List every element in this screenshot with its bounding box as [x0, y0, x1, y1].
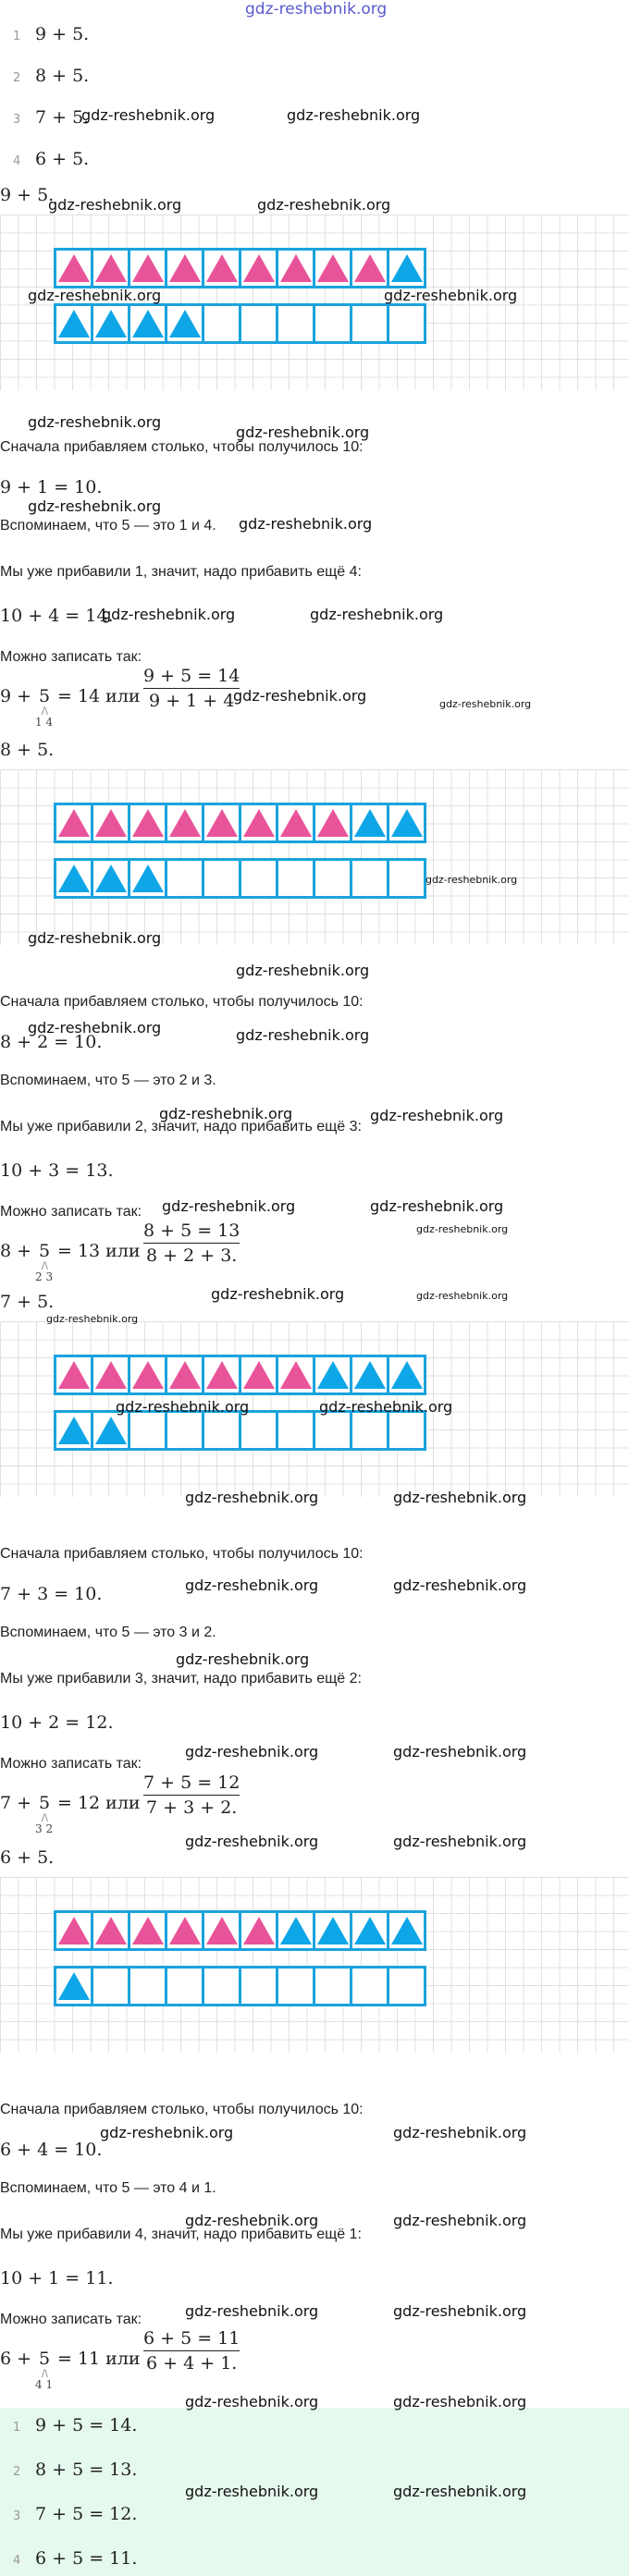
- pink-triangle-icon: [206, 809, 238, 837]
- equation: 8 + 2 = 10.: [0, 1032, 103, 1052]
- frame-cell: [352, 306, 389, 341]
- blue-triangle-icon: [354, 1917, 386, 1944]
- equation: 10 + 4 = 14.: [0, 606, 114, 626]
- frame-cell: [204, 805, 241, 840]
- watermark-text: gdz-reshebnik.org: [211, 1285, 345, 1303]
- explanation-text: Сначала прибавляем столько, чтобы получилось 10:: [0, 1546, 364, 1562]
- equation: 9 + 1 = 10.: [0, 477, 103, 497]
- frame-cell: [167, 1413, 204, 1448]
- pink-triangle-icon: [206, 1917, 238, 1944]
- task-number: 1: [13, 30, 21, 43]
- split-mark-icon: /\: [42, 1813, 48, 1823]
- frame-cell: [352, 1969, 389, 2004]
- frame-cell: [204, 1969, 241, 2004]
- frame-cell: [278, 1357, 315, 1392]
- frame-cell: [56, 1913, 93, 1948]
- explanation-text: Можно записать так:: [0, 2312, 142, 2327]
- explanation-text: Мы уже прибавили 2, значит, надо прибавить ещё 3:: [0, 1119, 362, 1135]
- solution-heading: 6 + 5.: [0, 1847, 55, 1868]
- split-parts: 1 4: [35, 716, 54, 729]
- frame-cell: [315, 1357, 352, 1392]
- frame-cell: [93, 1413, 130, 1448]
- task-number: 3: [13, 113, 21, 127]
- blue-triangle-icon: [354, 1361, 386, 1389]
- blue-triangle-icon: [58, 1417, 90, 1444]
- blue-triangle-icon: [132, 865, 164, 892]
- pink-triangle-icon: [95, 1361, 127, 1389]
- fraction-bottom: 9 + 1 + 4: [149, 691, 235, 711]
- pink-triangle-icon: [132, 809, 164, 837]
- frame-cell: [167, 251, 204, 286]
- frame-cell: [389, 251, 424, 286]
- frame-cell: [389, 861, 424, 896]
- frame-cell: [56, 251, 93, 286]
- watermark-text: gdz-reshebnik.org: [236, 1026, 370, 1044]
- grid-background: [0, 769, 629, 945]
- ten-frame-row: [54, 303, 426, 344]
- grid-background: [0, 1321, 629, 1497]
- frame-cell: [93, 1913, 130, 1948]
- decomposition-left: 6 +: [0, 2349, 32, 2369]
- decomposition-result: = 11 или: [57, 2349, 141, 2369]
- blue-triangle-icon: [391, 1917, 423, 1944]
- watermark-text: gdz-reshebnik.org: [319, 1398, 453, 1416]
- task-expression: 7 + 5.: [35, 107, 90, 128]
- frame-cell: [352, 805, 389, 840]
- watermark-text: gdz-reshebnik.org: [176, 1650, 310, 1668]
- frame-cell: [389, 805, 424, 840]
- blue-triangle-icon: [95, 310, 127, 337]
- pink-triangle-icon: [169, 254, 201, 282]
- frame-cell: [93, 306, 130, 341]
- ten-frame-row: [54, 1966, 426, 2006]
- solution-heading: 9 + 5.: [0, 185, 55, 205]
- explanation-text: Можно записать так:: [0, 1204, 142, 1220]
- frame-cell: [315, 1413, 352, 1448]
- watermark-text: gdz-reshebnik.org: [185, 2393, 319, 2410]
- fraction-bottom: 7 + 3 + 2.: [146, 1797, 238, 1818]
- split-parts: 4 1: [35, 2378, 54, 2391]
- pink-triangle-icon: [169, 1361, 201, 1389]
- task-number: 2: [13, 71, 21, 85]
- answer-expression: 9 + 5 = 14.: [35, 2415, 138, 2435]
- frame-cell: [93, 1969, 130, 2004]
- pink-triangle-icon: [243, 809, 275, 837]
- pink-triangle-icon: [132, 1917, 164, 1944]
- fraction-bar: [143, 1243, 240, 1244]
- pink-triangle-icon: [95, 809, 127, 837]
- frame-cell: [130, 1969, 167, 2004]
- watermark-text: gdz-reshebnik.org: [393, 2124, 527, 2141]
- explanation-text: Сначала прибавляем столько, чтобы получилось 10:: [0, 439, 364, 455]
- explanation-text: Сначала прибавляем столько, чтобы получилось 10:: [0, 2102, 364, 2117]
- explanation-text: Мы уже прибавили 4, значит, надо прибавить ещё 1:: [0, 2226, 362, 2242]
- frame-cell: [56, 306, 93, 341]
- frame-cell: [278, 251, 315, 286]
- frame-cell: [241, 1413, 278, 1448]
- watermark-text: gdz-reshebnik.org: [393, 2212, 527, 2229]
- frame-cell: [278, 1913, 315, 1948]
- answer-number: 4: [13, 2554, 21, 2568]
- frame-cell: [130, 805, 167, 840]
- frame-cell: [93, 1357, 130, 1392]
- decomposition-result: = 14 или: [57, 686, 141, 706]
- watermark-text: gdz-reshebnik.org: [162, 1197, 296, 1215]
- fraction-notation: [143, 666, 240, 711]
- frame-cell: [278, 861, 315, 896]
- blue-triangle-icon: [169, 310, 201, 337]
- watermark-text: gdz-reshebnik.org: [393, 2483, 527, 2500]
- watermark-text: gdz-reshebnik.org: [46, 1313, 139, 1325]
- pink-triangle-icon: [280, 809, 312, 837]
- watermark-text: gdz-reshebnik.org: [416, 1290, 509, 1302]
- grid-background: [0, 1877, 629, 2053]
- answer-number: 3: [13, 2509, 21, 2523]
- fraction-bottom: 8 + 2 + 3.: [146, 1245, 238, 1266]
- decomposition-result: = 13 или: [57, 1241, 141, 1261]
- watermark-text: gdz-reshebnik.org: [370, 1107, 504, 1124]
- watermark-text: gdz-reshebnik.org: [233, 687, 367, 705]
- frame-cell: [167, 306, 204, 341]
- watermark-text: gdz-reshebnik.org: [393, 2302, 527, 2320]
- frame-cell: [204, 1357, 241, 1392]
- frame-cell: [130, 1913, 167, 1948]
- watermark-text: gdz-reshebnik.org: [28, 413, 162, 431]
- frame-cell: [56, 1969, 93, 2004]
- frame-cell: [204, 306, 241, 341]
- watermark-text: gdz-reshebnik.org: [185, 2212, 319, 2229]
- decomposed-number: 5: [39, 2349, 51, 2369]
- frame-cell: [315, 1913, 352, 1948]
- watermark-text: gdz-reshebnik.org: [393, 1489, 527, 1506]
- ten-frame-row: [54, 1410, 426, 1451]
- task-expression: 9 + 5.: [35, 24, 90, 44]
- pink-triangle-icon: [58, 1917, 90, 1944]
- frame-cell: [93, 805, 130, 840]
- pink-triangle-icon: [95, 1917, 127, 1944]
- pink-triangle-icon: [280, 254, 312, 282]
- frame-cell: [204, 251, 241, 286]
- ten-frame-row: [54, 1910, 426, 1951]
- fraction-bottom: 6 + 4 + 1.: [146, 2353, 238, 2374]
- frame-cell: [167, 861, 204, 896]
- watermark-text: gdz-reshebnik.org: [287, 106, 421, 124]
- frame-cell: [278, 306, 315, 341]
- solution-heading: 7 + 5.: [0, 1292, 55, 1312]
- watermark-text: gdz-reshebnik.org: [100, 2124, 234, 2141]
- watermark-text: gdz-reshebnik.org: [257, 196, 391, 214]
- frame-cell: [352, 1913, 389, 1948]
- equation: 10 + 1 = 11.: [0, 2268, 114, 2288]
- watermark-text: gdz-reshebnik.org: [393, 1833, 527, 1850]
- pink-triangle-icon: [169, 809, 201, 837]
- frame-cell: [278, 1969, 315, 2004]
- frame-cell: [56, 1413, 93, 1448]
- explanation-text: Вспоминаем, что 5 — это 4 и 1.: [0, 2180, 216, 2196]
- watermark-text: gdz-reshebnik.org: [28, 287, 162, 304]
- split-mark-icon: /\: [42, 706, 48, 717]
- equation: 10 + 3 = 13.: [0, 1160, 114, 1181]
- equation: 6 + 4 = 10.: [0, 2140, 103, 2160]
- solution-heading: 8 + 5.: [0, 740, 55, 760]
- decomposition-left: 8 +: [0, 1241, 32, 1261]
- frame-cell: [389, 306, 424, 341]
- explanation-text: Можно записать так:: [0, 1756, 142, 1772]
- watermark-text: gdz-reshebnik.org: [28, 1019, 162, 1037]
- watermark-text: gdz-reshebnik.org: [81, 106, 216, 124]
- task-number: 4: [13, 154, 21, 168]
- pink-triangle-icon: [317, 809, 349, 837]
- frame-cell: [241, 1913, 278, 1948]
- blue-triangle-icon: [132, 310, 164, 337]
- blue-triangle-icon: [391, 1361, 423, 1389]
- frame-cell: [315, 805, 352, 840]
- explanation-text: Вспоминаем, что 5 — это 3 и 2.: [0, 1625, 216, 1640]
- blue-triangle-icon: [391, 254, 423, 282]
- frame-cell: [56, 805, 93, 840]
- watermark-text: gdz-reshebnik.org: [239, 515, 373, 533]
- pink-triangle-icon: [58, 809, 90, 837]
- answer-number: 2: [13, 2465, 21, 2479]
- decomposition-left: 9 +: [0, 686, 32, 706]
- blue-triangle-icon: [317, 1361, 349, 1389]
- explanation-text: Вспоминаем, что 5 — это 1 и 4.: [0, 518, 216, 534]
- watermark-text: gdz-reshebnik.org: [426, 874, 518, 886]
- split-mark-icon: /\: [42, 2369, 48, 2379]
- frame-cell: [130, 861, 167, 896]
- explanation-text: Мы уже прибавили 1, значит, надо прибавить ещё 4:: [0, 564, 362, 580]
- watermark-text: gdz-reshebnik.org: [370, 1197, 504, 1215]
- decomposed-number: 5: [39, 686, 51, 706]
- frame-cell: [389, 1357, 424, 1392]
- watermark-text: gdz-reshebnik.org: [116, 1398, 250, 1416]
- frame-cell: [389, 1413, 424, 1448]
- answer-expression: 6 + 5 = 11.: [35, 2548, 138, 2569]
- explanation-text: Вспоминаем, что 5 — это 2 и 3.: [0, 1073, 216, 1088]
- frame-cell: [241, 1357, 278, 1392]
- watermark-text: gdz-reshebnik.org: [393, 1743, 527, 1760]
- frame-cell: [352, 861, 389, 896]
- frame-cell: [167, 1913, 204, 1948]
- frame-cell: [204, 861, 241, 896]
- pink-triangle-icon: [169, 1917, 201, 1944]
- fraction-bar: [143, 2350, 240, 2351]
- frame-cell: [315, 861, 352, 896]
- frame-cell: [167, 805, 204, 840]
- frame-cell: [352, 1413, 389, 1448]
- watermark-text: gdz-reshebnik.org: [185, 1743, 319, 1760]
- fraction-top: 8 + 5 = 13: [143, 1221, 240, 1241]
- ten-frame-row: [54, 1355, 426, 1395]
- blue-triangle-icon: [95, 1417, 127, 1444]
- explanation-text: Мы уже прибавили 3, значит, надо прибавить ещё 2:: [0, 1671, 362, 1687]
- ten-frame-row: [54, 248, 426, 288]
- blue-triangle-icon: [95, 865, 127, 892]
- watermark-text: gdz-reshebnik.org: [393, 1576, 527, 1594]
- pink-triangle-icon: [132, 1361, 164, 1389]
- frame-cell: [278, 805, 315, 840]
- frame-cell: [241, 861, 278, 896]
- frame-cell: [167, 1969, 204, 2004]
- pink-triangle-icon: [206, 254, 238, 282]
- frame-cell: [130, 306, 167, 341]
- frame-cell: [278, 1413, 315, 1448]
- watermark-text: gdz-reshebnik.org: [393, 2393, 527, 2410]
- watermark-text: gdz-reshebnik.org: [384, 287, 518, 304]
- frame-cell: [352, 251, 389, 286]
- watermark-text: gdz-reshebnik.org: [439, 698, 532, 710]
- frame-cell: [56, 861, 93, 896]
- fraction-top: 6 + 5 = 11: [143, 2328, 240, 2349]
- frame-cell: [241, 1969, 278, 2004]
- pink-triangle-icon: [243, 1917, 275, 1944]
- fraction-notation: [143, 2328, 240, 2374]
- fraction-notation: [143, 1773, 240, 1818]
- pink-triangle-icon: [354, 254, 386, 282]
- frame-cell: [389, 1913, 424, 1948]
- pink-triangle-icon: [317, 254, 349, 282]
- watermark-text: gdz-reshebnik.org: [185, 1833, 319, 1850]
- decomposition-left: 7 +: [0, 1793, 32, 1813]
- answer-number: 1: [13, 2421, 21, 2435]
- answer-expression: 8 + 5 = 13.: [35, 2459, 138, 2480]
- ten-frame-row: [54, 858, 426, 899]
- pink-triangle-icon: [58, 1361, 90, 1389]
- blue-triangle-icon: [58, 865, 90, 892]
- watermark-text: gdz-reshebnik.org: [102, 606, 236, 623]
- split-parts: 2 3: [35, 1270, 54, 1283]
- watermark-text: gdz-reshebnik.org: [28, 497, 162, 515]
- watermark-text: gdz-reshebnik.org: [28, 929, 162, 947]
- blue-triangle-icon: [58, 310, 90, 337]
- site-title: gdz-reshebnik.org: [245, 0, 388, 18]
- frame-cell: [130, 1357, 167, 1392]
- equation: 10 + 2 = 12.: [0, 1712, 114, 1733]
- frame-cell: [56, 1357, 93, 1392]
- frame-cell: [130, 251, 167, 286]
- blue-triangle-icon: [317, 1917, 349, 1944]
- pink-triangle-icon: [243, 1361, 275, 1389]
- equation: 7 + 3 = 10.: [0, 1584, 103, 1604]
- watermark-text: gdz-reshebnik.org: [159, 1105, 293, 1122]
- fraction-bar: [143, 688, 240, 689]
- decomposed-number: 5: [39, 1793, 51, 1813]
- pink-triangle-icon: [58, 254, 90, 282]
- watermark-text: gdz-reshebnik.org: [185, 2302, 319, 2320]
- blue-triangle-icon: [391, 809, 423, 837]
- fraction-top: 7 + 5 = 12: [143, 1773, 240, 1793]
- blue-triangle-icon: [280, 1917, 312, 1944]
- split-mark-icon: /\: [42, 1261, 48, 1271]
- frame-cell: [315, 306, 352, 341]
- split-parts: 3 2: [35, 1822, 54, 1835]
- watermark-text: gdz-reshebnik.org: [185, 2483, 319, 2500]
- watermark-text: gdz-reshebnik.org: [185, 1489, 319, 1506]
- watermark-text: gdz-reshebnik.org: [48, 196, 182, 214]
- fraction-top: 9 + 5 = 14: [143, 666, 240, 686]
- frame-cell: [241, 251, 278, 286]
- watermark-text: gdz-reshebnik.org: [236, 423, 370, 441]
- frame-cell: [315, 251, 352, 286]
- frame-cell: [315, 1969, 352, 2004]
- frame-cell: [167, 1357, 204, 1392]
- frame-cell: [352, 1357, 389, 1392]
- decomposition-result: = 12 или: [57, 1793, 141, 1813]
- ten-frame-row: [54, 803, 426, 843]
- fraction-bar: [143, 1795, 240, 1796]
- blue-triangle-icon: [354, 809, 386, 837]
- watermark-text: gdz-reshebnik.org: [236, 962, 370, 979]
- pink-triangle-icon: [132, 254, 164, 282]
- frame-cell: [93, 251, 130, 286]
- frame-cell: [130, 1413, 167, 1448]
- watermark-text: gdz-reshebnik.org: [310, 606, 444, 623]
- pink-triangle-icon: [95, 254, 127, 282]
- pink-triangle-icon: [243, 254, 275, 282]
- watermark-text: gdz-reshebnik.org: [185, 1576, 319, 1594]
- blue-triangle-icon: [58, 1972, 90, 2000]
- frame-cell: [204, 1913, 241, 1948]
- watermark-text: gdz-reshebnik.org: [416, 1223, 509, 1235]
- explanation-text: Сначала прибавляем столько, чтобы получилось 10:: [0, 994, 364, 1010]
- decomposed-number: 5: [39, 1241, 51, 1261]
- task-expression: 6 + 5.: [35, 149, 90, 169]
- frame-cell: [241, 306, 278, 341]
- pink-triangle-icon: [280, 1361, 312, 1389]
- task-expression: 8 + 5.: [35, 66, 90, 86]
- pink-triangle-icon: [206, 1361, 238, 1389]
- frame-cell: [93, 861, 130, 896]
- fraction-notation: [143, 1221, 240, 1266]
- frame-cell: [389, 1969, 424, 2004]
- answer-expression: 7 + 5 = 12.: [35, 2504, 138, 2524]
- frame-cell: [241, 805, 278, 840]
- frame-cell: [204, 1413, 241, 1448]
- explanation-text: Можно записать так:: [0, 649, 142, 665]
